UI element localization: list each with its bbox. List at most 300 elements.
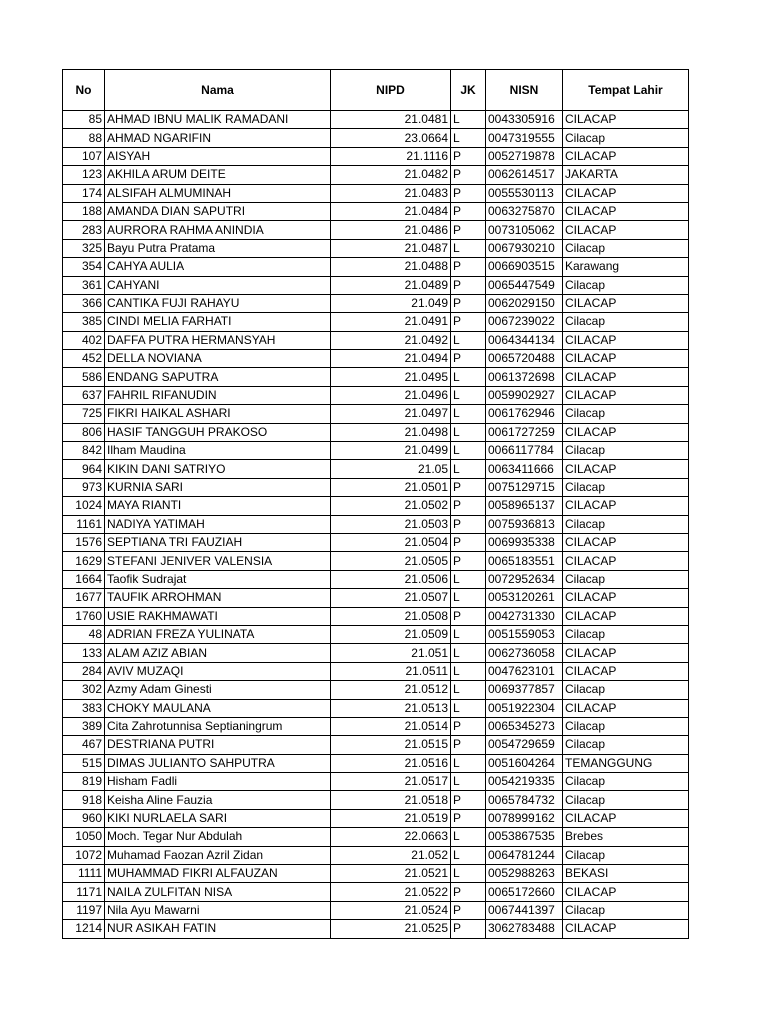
cell-nipd: 21.0481 xyxy=(331,111,451,129)
table-row xyxy=(63,386,689,404)
cell-jk: P xyxy=(451,920,486,938)
cell-no: 366 xyxy=(63,294,105,312)
cell-nama: KIKI NURLAELA SARI xyxy=(105,809,331,827)
cell-nipd: 21.1116 xyxy=(331,147,451,165)
cell-nipd: 21.0511 xyxy=(331,662,451,680)
cell-no: 1171 xyxy=(63,883,105,901)
table-row xyxy=(63,883,689,901)
cell-nisn: 0052988263 xyxy=(486,865,563,883)
cell-jk: L xyxy=(451,368,486,386)
cell-jk: L xyxy=(451,773,486,791)
table-row xyxy=(63,736,689,754)
cell-nama: Azmy Adam Ginesti xyxy=(105,681,331,699)
cell-nipd: 21.0492 xyxy=(331,331,451,349)
cell-tempat-lahir: Cilacap xyxy=(563,239,689,257)
cell-nipd: 21.0499 xyxy=(331,442,451,460)
cell-tempat-lahir: BEKASI xyxy=(563,865,689,883)
cell-nipd: 21.0519 xyxy=(331,809,451,827)
cell-tempat-lahir: CILACAP xyxy=(563,809,689,827)
cell-nisn: 0053120261 xyxy=(486,589,563,607)
cell-jk: P xyxy=(451,202,486,220)
table-row xyxy=(63,313,689,331)
cell-nipd: 21.0512 xyxy=(331,681,451,699)
cell-no: 174 xyxy=(63,184,105,202)
cell-no: 1111 xyxy=(63,865,105,883)
cell-nisn: 0065172660 xyxy=(486,883,563,901)
table-row xyxy=(63,699,689,717)
table-row xyxy=(63,497,689,515)
table-row xyxy=(63,920,689,938)
cell-nisn: 0064344134 xyxy=(486,331,563,349)
cell-no: 85 xyxy=(63,111,105,129)
cell-nama: Hisham Fadli xyxy=(105,773,331,791)
cell-no: 385 xyxy=(63,313,105,331)
cell-nipd: 21.0508 xyxy=(331,607,451,625)
cell-tempat-lahir: CILACAP xyxy=(563,111,689,129)
cell-nipd: 21.0496 xyxy=(331,386,451,404)
cell-no: 325 xyxy=(63,239,105,257)
cell-nama: Muhamad Faozan Azril Zidan xyxy=(105,846,331,864)
cell-nipd: 21.049 xyxy=(331,294,451,312)
cell-tempat-lahir: CILACAP xyxy=(563,552,689,570)
cell-no: 918 xyxy=(63,791,105,809)
cell-nipd: 21.0503 xyxy=(331,515,451,533)
cell-nama: AHMAD NGARIFIN xyxy=(105,129,331,147)
cell-no: 402 xyxy=(63,331,105,349)
cell-jk: P xyxy=(451,607,486,625)
cell-nipd: 21.0498 xyxy=(331,423,451,441)
cell-nama: KURNIA SARI xyxy=(105,478,331,496)
cell-tempat-lahir: CILACAP xyxy=(563,184,689,202)
cell-no: 1677 xyxy=(63,589,105,607)
cell-tempat-lahir: Cilacap xyxy=(563,515,689,533)
cell-nisn: 0065784732 xyxy=(486,791,563,809)
cell-tempat-lahir: Cilacap xyxy=(563,846,689,864)
cell-nama: MUHAMMAD FIKRI ALFAUZAN xyxy=(105,865,331,883)
cell-nipd: 21.0497 xyxy=(331,405,451,423)
cell-no: 1629 xyxy=(63,552,105,570)
cell-nama: STEFANI JENIVER VALENSIA xyxy=(105,552,331,570)
cell-tempat-lahir: CILACAP xyxy=(563,699,689,717)
cell-no: 1072 xyxy=(63,846,105,864)
table-row xyxy=(63,607,689,625)
cell-tempat-lahir: CILACAP xyxy=(563,147,689,165)
cell-tempat-lahir: Cilacap xyxy=(563,625,689,643)
cell-jk: P xyxy=(451,166,486,184)
cell-nisn: 0075936813 xyxy=(486,515,563,533)
cell-nipd: 21.0494 xyxy=(331,350,451,368)
cell-jk: L xyxy=(451,239,486,257)
cell-jk: L xyxy=(451,662,486,680)
cell-nama: KIKIN DANI SATRIYO xyxy=(105,460,331,478)
cell-tempat-lahir: CILACAP xyxy=(563,294,689,312)
cell-nisn: 0042731330 xyxy=(486,607,563,625)
cell-no: 964 xyxy=(63,460,105,478)
cell-no: 1576 xyxy=(63,533,105,551)
cell-jk: L xyxy=(451,331,486,349)
cell-nisn: 0067930210 xyxy=(486,239,563,257)
cell-jk: L xyxy=(451,423,486,441)
cell-jk: L xyxy=(451,129,486,147)
cell-nama: DESTRIANA PUTRI xyxy=(105,736,331,754)
cell-jk: L xyxy=(451,460,486,478)
cell-nama: FAHRIL RIFANUDIN xyxy=(105,386,331,404)
cell-nisn: 0067441397 xyxy=(486,901,563,919)
cell-no: 188 xyxy=(63,202,105,220)
cell-nisn: 0075129715 xyxy=(486,478,563,496)
table-row xyxy=(63,423,689,441)
table-row xyxy=(63,442,689,460)
cell-nipd: 21.0491 xyxy=(331,313,451,331)
cell-tempat-lahir: CILACAP xyxy=(563,533,689,551)
cell-jk: P xyxy=(451,276,486,294)
cell-tempat-lahir: CILACAP xyxy=(563,423,689,441)
cell-nisn: 0052719878 xyxy=(486,147,563,165)
cell-nama: Keisha Aline Fauzia xyxy=(105,791,331,809)
cell-nisn: 0061762946 xyxy=(486,405,563,423)
cell-nipd: 21.0487 xyxy=(331,239,451,257)
cell-nama: NADIYA YATIMAH xyxy=(105,515,331,533)
cell-tempat-lahir: Cilacap xyxy=(563,570,689,588)
cell-jk: P xyxy=(451,350,486,368)
cell-tempat-lahir: Cilacap xyxy=(563,129,689,147)
cell-nama: CAHYANI xyxy=(105,276,331,294)
cell-nama: Moch. Tegar Nur Abdulah xyxy=(105,828,331,846)
table-row xyxy=(63,552,689,570)
cell-jk: P xyxy=(451,791,486,809)
cell-jk: L xyxy=(451,442,486,460)
cell-tempat-lahir: TEMANGGUNG xyxy=(563,754,689,772)
cell-nipd: 21.0507 xyxy=(331,589,451,607)
cell-no: 302 xyxy=(63,681,105,699)
table-row xyxy=(63,239,689,257)
cell-nipd: 21.0521 xyxy=(331,865,451,883)
table-row xyxy=(63,865,689,883)
cell-nipd: 21.0486 xyxy=(331,221,451,239)
cell-nama: NUR ASIKAH FATIN xyxy=(105,920,331,938)
cell-jk: P xyxy=(451,478,486,496)
cell-nama: CAHYA AULIA xyxy=(105,258,331,276)
cell-nisn: 0051922304 xyxy=(486,699,563,717)
cell-nama: ENDANG SAPUTRA xyxy=(105,368,331,386)
cell-no: 361 xyxy=(63,276,105,294)
cell-nisn: 0047319555 xyxy=(486,129,563,147)
cell-jk: P xyxy=(451,809,486,827)
cell-nipd: 21.0522 xyxy=(331,883,451,901)
table-row xyxy=(63,809,689,827)
table-row xyxy=(63,294,689,312)
cell-nama: Taofik Sudrajat xyxy=(105,570,331,588)
cell-jk: P xyxy=(451,497,486,515)
cell-nama: DELLA NOVIANA xyxy=(105,350,331,368)
cell-nisn: 0072952634 xyxy=(486,570,563,588)
cell-no: 637 xyxy=(63,386,105,404)
cell-nipd: 21.0505 xyxy=(331,552,451,570)
table-row xyxy=(63,129,689,147)
cell-nipd: 21.0502 xyxy=(331,497,451,515)
cell-tempat-lahir: CILACAP xyxy=(563,920,689,938)
cell-nisn: 0064781244 xyxy=(486,846,563,864)
cell-tempat-lahir: Cilacap xyxy=(563,442,689,460)
cell-jk: L xyxy=(451,625,486,643)
cell-jk: L xyxy=(451,570,486,588)
cell-nipd: 23.0664 xyxy=(331,129,451,147)
cell-jk: L xyxy=(451,828,486,846)
cell-no: 133 xyxy=(63,644,105,662)
table-row xyxy=(63,754,689,772)
cell-nisn: 0067239022 xyxy=(486,313,563,331)
cell-nisn: 0065720488 xyxy=(486,350,563,368)
cell-nisn: 0069377857 xyxy=(486,681,563,699)
cell-no: 1161 xyxy=(63,515,105,533)
cell-jk: P xyxy=(451,552,486,570)
cell-jk: L xyxy=(451,865,486,883)
cell-tempat-lahir: CILACAP xyxy=(563,331,689,349)
cell-nipd: 21.051 xyxy=(331,644,451,662)
cell-nipd: 21.0517 xyxy=(331,773,451,791)
cell-tempat-lahir: Cilacap xyxy=(563,681,689,699)
cell-jk: L xyxy=(451,386,486,404)
header-nisn: NISN xyxy=(486,70,563,111)
cell-jk: P xyxy=(451,533,486,551)
cell-nisn: 0055530113 xyxy=(486,184,563,202)
cell-nama: DIMAS JULIANTO SAHPUTRA xyxy=(105,754,331,772)
cell-nisn: 0066117784 xyxy=(486,442,563,460)
cell-jk: L xyxy=(451,405,486,423)
cell-tempat-lahir: CILACAP xyxy=(563,221,689,239)
cell-nisn: 0054219335 xyxy=(486,773,563,791)
table-row xyxy=(63,662,689,680)
cell-nipd: 21.0483 xyxy=(331,184,451,202)
cell-nama: Nila Ayu Mawarni xyxy=(105,901,331,919)
cell-nama: TAUFIK ARROHMAN xyxy=(105,589,331,607)
cell-no: 283 xyxy=(63,221,105,239)
cell-nisn: 0065345273 xyxy=(486,717,563,735)
cell-nisn: 0047623101 xyxy=(486,662,563,680)
cell-nipd: 21.0501 xyxy=(331,478,451,496)
header-no: No xyxy=(63,70,105,111)
cell-jk: P xyxy=(451,221,486,239)
table-row xyxy=(63,405,689,423)
cell-jk: P xyxy=(451,883,486,901)
cell-nama: NAILA ZULFITAN NISA xyxy=(105,883,331,901)
cell-nisn: 0053867535 xyxy=(486,828,563,846)
cell-no: 819 xyxy=(63,773,105,791)
table-row xyxy=(63,368,689,386)
table-row xyxy=(63,625,689,643)
table-row xyxy=(63,901,689,919)
table-header-row xyxy=(63,70,689,111)
cell-no: 960 xyxy=(63,809,105,827)
cell-nama: DAFFA PUTRA HERMANSYAH xyxy=(105,331,331,349)
table-row xyxy=(63,166,689,184)
cell-nama: ALAM AZIZ ABIAN xyxy=(105,644,331,662)
spreadsheet-page xyxy=(62,69,689,939)
cell-nisn: 3062783488 xyxy=(486,920,563,938)
cell-tempat-lahir: Karawang xyxy=(563,258,689,276)
cell-no: 389 xyxy=(63,717,105,735)
header-nipd: NIPD xyxy=(331,70,451,111)
table-row xyxy=(63,773,689,791)
cell-jk: L xyxy=(451,754,486,772)
cell-nipd: 21.0513 xyxy=(331,699,451,717)
table-row xyxy=(63,589,689,607)
cell-tempat-lahir: JAKARTA xyxy=(563,166,689,184)
table-row xyxy=(63,221,689,239)
cell-no: 107 xyxy=(63,147,105,165)
table-row xyxy=(63,681,689,699)
cell-jk: L xyxy=(451,589,486,607)
table-row xyxy=(63,258,689,276)
cell-no: 515 xyxy=(63,754,105,772)
cell-no: 1214 xyxy=(63,920,105,938)
cell-no: 1197 xyxy=(63,901,105,919)
table-row xyxy=(63,478,689,496)
cell-nama: AMANDA DIAN SAPUTRI xyxy=(105,202,331,220)
table-row xyxy=(63,828,689,846)
cell-no: 1664 xyxy=(63,570,105,588)
cell-nipd: 21.052 xyxy=(331,846,451,864)
cell-no: 354 xyxy=(63,258,105,276)
cell-nipd: 21.0514 xyxy=(331,717,451,735)
cell-nisn: 0063275870 xyxy=(486,202,563,220)
cell-nisn: 0065447549 xyxy=(486,276,563,294)
cell-nisn: 0061372698 xyxy=(486,368,563,386)
cell-nisn: 0043305916 xyxy=(486,111,563,129)
cell-no: 1024 xyxy=(63,497,105,515)
table-row xyxy=(63,111,689,129)
cell-no: 383 xyxy=(63,699,105,717)
cell-tempat-lahir: CILACAP xyxy=(563,202,689,220)
cell-tempat-lahir: CILACAP xyxy=(563,497,689,515)
cell-jk: L xyxy=(451,111,486,129)
cell-nisn: 0062736058 xyxy=(486,644,563,662)
cell-nisn: 0062614517 xyxy=(486,166,563,184)
cell-nama: Ilham Maudina xyxy=(105,442,331,460)
cell-no: 1760 xyxy=(63,607,105,625)
cell-no: 88 xyxy=(63,129,105,147)
cell-no: 452 xyxy=(63,350,105,368)
cell-tempat-lahir: CILACAP xyxy=(563,386,689,404)
cell-jk: L xyxy=(451,681,486,699)
table-row xyxy=(63,644,689,662)
cell-nama: MAYA RIANTI xyxy=(105,497,331,515)
cell-nipd: 21.0509 xyxy=(331,625,451,643)
cell-nisn: 0054729659 xyxy=(486,736,563,754)
cell-tempat-lahir: CILACAP xyxy=(563,644,689,662)
cell-no: 48 xyxy=(63,625,105,643)
cell-no: 1050 xyxy=(63,828,105,846)
cell-no: 973 xyxy=(63,478,105,496)
header-tempat-lahir: Tempat Lahir xyxy=(563,70,689,111)
cell-nisn: 0073105062 xyxy=(486,221,563,239)
cell-tempat-lahir: CILACAP xyxy=(563,662,689,680)
cell-nisn: 0061727259 xyxy=(486,423,563,441)
cell-nipd: 22.0663 xyxy=(331,828,451,846)
table-row xyxy=(63,184,689,202)
cell-nama: AURRORA RAHMA ANINDIA xyxy=(105,221,331,239)
cell-nipd: 21.0489 xyxy=(331,276,451,294)
cell-jk: L xyxy=(451,846,486,864)
cell-nipd: 21.0506 xyxy=(331,570,451,588)
cell-nama: Bayu Putra Pratama xyxy=(105,239,331,257)
cell-nipd: 21.0482 xyxy=(331,166,451,184)
cell-tempat-lahir: Cilacap xyxy=(563,773,689,791)
table-row xyxy=(63,460,689,478)
cell-nama: HASIF TANGGUH PRAKOSO xyxy=(105,423,331,441)
cell-no: 842 xyxy=(63,442,105,460)
cell-nipd: 21.0515 xyxy=(331,736,451,754)
cell-nipd: 21.0524 xyxy=(331,901,451,919)
header-nama: Nama xyxy=(105,70,331,111)
student-table xyxy=(62,69,689,939)
cell-jk: P xyxy=(451,258,486,276)
cell-nama: AVIV MUZAQI xyxy=(105,662,331,680)
table-row xyxy=(63,533,689,551)
cell-jk: P xyxy=(451,717,486,735)
cell-jk: L xyxy=(451,644,486,662)
cell-jk: L xyxy=(451,699,486,717)
cell-nisn: 0051559053 xyxy=(486,625,563,643)
cell-nama: CHOKY MAULANA xyxy=(105,699,331,717)
cell-tempat-lahir: Cilacap xyxy=(563,313,689,331)
table-row xyxy=(63,202,689,220)
cell-tempat-lahir: Cilacap xyxy=(563,276,689,294)
cell-tempat-lahir: CILACAP xyxy=(563,368,689,386)
table-row xyxy=(63,846,689,864)
cell-nipd: 21.0484 xyxy=(331,202,451,220)
cell-nama: USIE RAKHMAWATI xyxy=(105,607,331,625)
cell-no: 123 xyxy=(63,166,105,184)
cell-jk: P xyxy=(451,184,486,202)
cell-no: 725 xyxy=(63,405,105,423)
cell-nisn: 0062029150 xyxy=(486,294,563,312)
cell-nisn: 0063411666 xyxy=(486,460,563,478)
cell-tempat-lahir: Cilacap xyxy=(563,736,689,754)
cell-tempat-lahir: CILACAP xyxy=(563,883,689,901)
cell-nipd: 21.0495 xyxy=(331,368,451,386)
table-row xyxy=(63,147,689,165)
cell-jk: P xyxy=(451,515,486,533)
cell-nipd: 21.0516 xyxy=(331,754,451,772)
cell-jk: P xyxy=(451,736,486,754)
cell-tempat-lahir: CILACAP xyxy=(563,350,689,368)
table-body xyxy=(63,111,689,939)
cell-no: 806 xyxy=(63,423,105,441)
cell-nama: ADRIAN FREZA YULINATA xyxy=(105,625,331,643)
table-row xyxy=(63,331,689,349)
cell-tempat-lahir: Cilacap xyxy=(563,478,689,496)
cell-no: 467 xyxy=(63,736,105,754)
cell-nama: CINDI MELIA FARHATI xyxy=(105,313,331,331)
table-row xyxy=(63,276,689,294)
table-row xyxy=(63,791,689,809)
cell-nama: AKHILA ARUM DEITE xyxy=(105,166,331,184)
cell-no: 586 xyxy=(63,368,105,386)
table-row xyxy=(63,515,689,533)
cell-nama: SEPTIANA TRI FAUZIAH xyxy=(105,533,331,551)
cell-nipd: 21.0504 xyxy=(331,533,451,551)
table-row xyxy=(63,717,689,735)
header-jk: JK xyxy=(451,70,486,111)
cell-jk: P xyxy=(451,294,486,312)
cell-nipd: 21.0518 xyxy=(331,791,451,809)
cell-nisn: 0058965137 xyxy=(486,497,563,515)
cell-nama: ALSIFAH ALMUMINAH xyxy=(105,184,331,202)
cell-nisn: 0059902927 xyxy=(486,386,563,404)
cell-tempat-lahir: Cilacap xyxy=(563,405,689,423)
table-row xyxy=(63,350,689,368)
